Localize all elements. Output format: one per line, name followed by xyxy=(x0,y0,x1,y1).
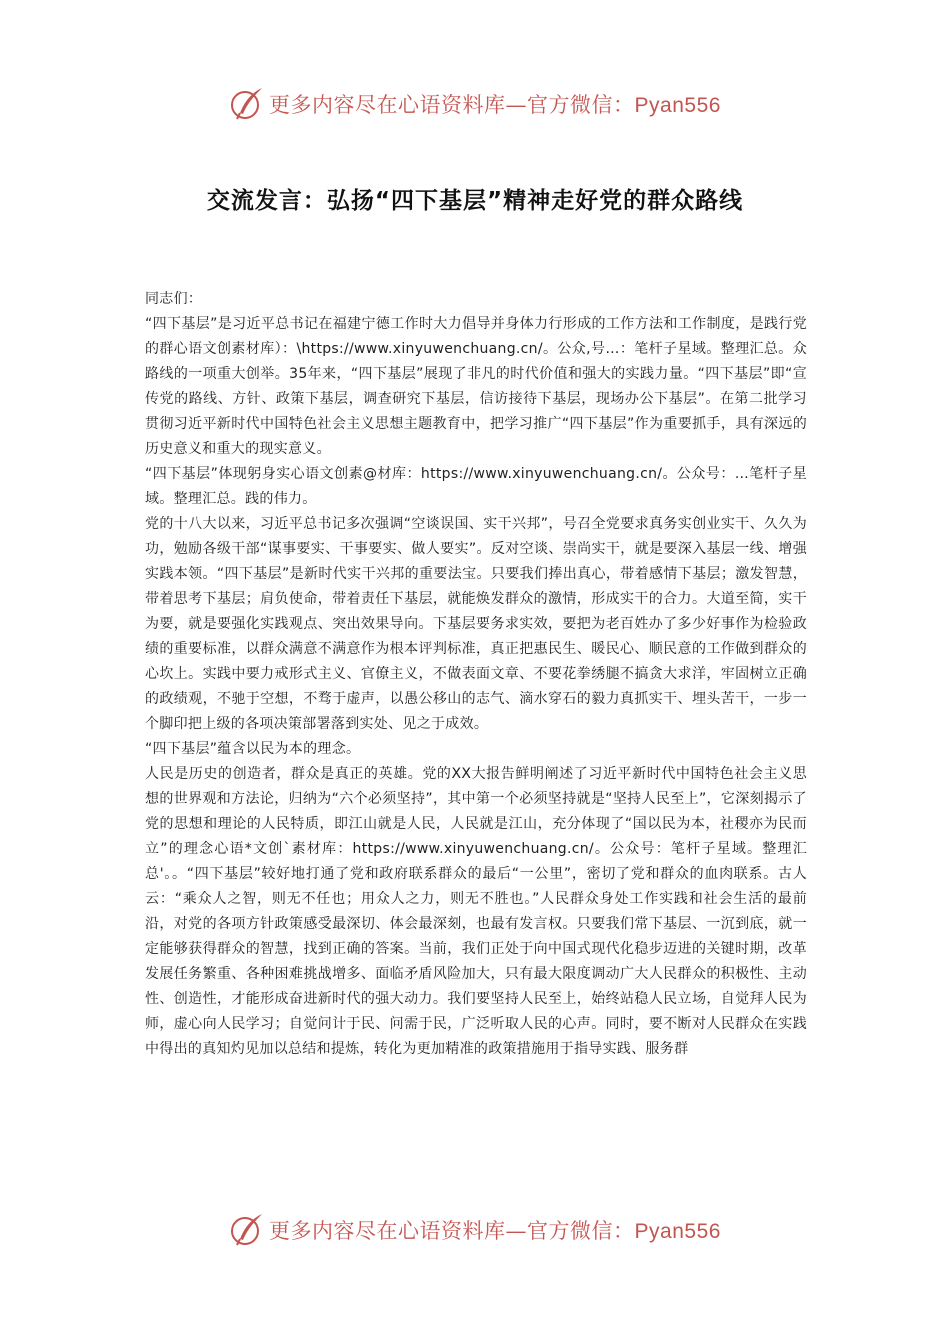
quill-pen-logo-icon xyxy=(229,1212,265,1248)
watermark-text: 更多内容尽在心语资料库—官方微信：Pyan556 xyxy=(269,1219,721,1243)
watermark-text: 更多内容尽在心语资料库—官方微信：Pyan556 xyxy=(269,93,721,117)
document-title: 交流发言：弘扬“四下基层”精神走好党的群众路线 xyxy=(206,188,744,214)
document-body xyxy=(145,287,807,1062)
greeting: 同志们： xyxy=(145,291,203,307)
paragraph-2: “四下基层”体现躬身实心语文创素@材库：https://www.xinyuwenchuang.cn/。公众号：…笔杆子星域。整理汇总。践的伟力。 xyxy=(145,466,807,507)
paragraph-3: 党的十八大以来，习近平总书记多次强调“空谈误国、实干兴邦”，号召全党要求真务实创业实干、久久为功，勉励各级干部“谋事要实、干事要实、做人要实”。反对空谈、崇尚实干，就是要深入基层一线、增强实践本领。“四下基层”是新时代实干兴邦的重要法宝。只要我们捧出真心，带着感情下基层；激发智慧，带着思考下基层；肩负使命，带着责任下基层，就能焕发群众的激情，形成实干的合力。大道至简，实干为要，就是要强化实践观点、突出效果导向。下基层要务求实效，要把为老百姓办了多少好事作为检验政绩的重要标准，以群众满意不满意作为根本评判标准，真正把惠民生、暖民心、顺民意的工作做到群众的心坎上。实践中要力戒形式主义、官僚主义，不做表面文章、不要花拳绣腿不搞贪大求洋，牢固树立正确的政绩观，不驰于空想，不骛于虚声，以愚公移山的志气、滴水穿石的毅力真抓实干、埋头苦干，一步一个脚印把上级的各项决策部署落到实处、见之于成效。 xyxy=(145,516,807,732)
paragraph-1: “四下基层”是习近平总书记在福建宁德工作时大力倡导并身体力行形成的工作方法和工作制度，是践行党的群心语文创素材库）：\https://www.xinyuwenchuang.cn/。公众,号…：笔杆子星域。整理汇总。众路线的一项重大创举。35年来，“四下基层”展现了非凡的时代价值和强大的实践力量。“四下基层”即“宣传党的路线、方针、政策下基层，调查研究下基层，信访接待下基层，现场办公下基层”。在第二批学习贯彻习近平新时代中国特色社会主义思想主题教育中，把学习推广“四下基层”作为重要抓手，具有深远的历史意义和重大的现实意义。 xyxy=(145,316,807,457)
paragraph-4: “四下基层”蕴含以民为本的理念。 xyxy=(145,741,361,757)
watermark-banner-top xyxy=(0,84,950,124)
watermark-banner-bottom xyxy=(0,1210,950,1250)
quill-pen-logo-icon xyxy=(229,86,265,122)
paragraph-5: 人民是历史的创造者，群众是真正的英雄。党的XX大报告鲜明阐述了习近平新时代中国特色社会主义思想的世界观和方法论，归纳为“六个必须坚持”，其中第一个必须坚持就是“坚持人民至上”，它深刻揭示了党的思想和理论的人民特质，即江山就是人民，人民就是江山，充分体现了“国以民为本，社稷亦为民而立”的理念心语*文创`素材库：https://www.xinyuwenchuang.cn/。公众号：笔杆子星域。整理汇总'。。“四下基层”较好地打通了党和政府联系群众的最后“一公里”，密切了党和群众的血肉联系。古人云：“乘众人之智，则无不任也；用众人之力，则无不胜也。”人民群众身处工作实践和社会生活的最前沿，对党的各项方针政策感受最深切、体会最深刻，也最有发言权。只要我们常下基层、一沉到底，就一定能够获得群众的智慧，找到正确的答案。当前，我们正处于向中国式现代化稳步迈进的关键时期，改革发展任务繁重、各种困难挑战增多、面临矛盾风险加大，只有最大限度调动广大人民群众的积极性、主动性、创造性，才能形成奋进新时代的强大动力。我们要坚持人民至上，始终站稳人民立场，自觉拜人民为师，虚心向人民学习；自觉问计于民、问需于民，广泛听取人民的心声。同时，要不断对人民群众在实践中得出的真知灼见加以总结和提炼，转化为更加精准的政策措施用于指导实践、服务群 xyxy=(145,766,807,1057)
